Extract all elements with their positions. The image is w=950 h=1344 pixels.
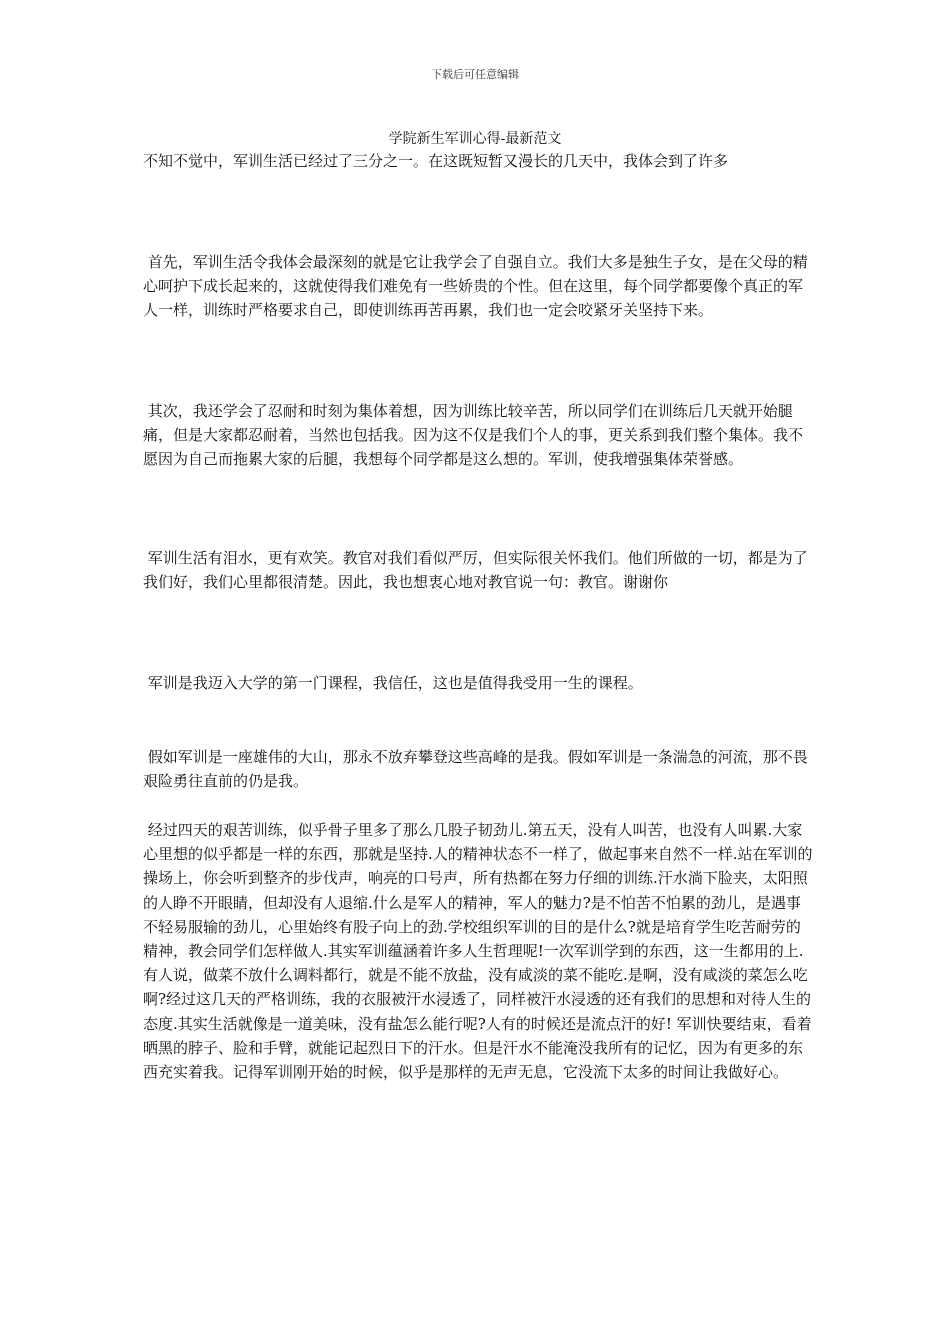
- paragraph-self-reliance: 首先，军训生活令我体会最深刻的就是它让我学会了自强自立。我们大多是独生子女，是在父母的精心呵护下成长起来的，这就使得我们难免有一些娇贵的个性。但在这里，每个同学都要像个真正的军人一样，训练时严格要求自己，即使训练再苦再累，我们也一定会咬紧牙关坚持下来。: [143, 253, 808, 320]
- paragraph-four-days: 经过四天的艰苦训练，似乎骨子里多了那么几股子韧劲儿.第五天，没有人叫苦，也没有人叫累.大家心里想的似乎都是一样的东西，那就是坚持.人的精神状态不一样了，做起事来自然不一样.站在军训的操场上，你会听到整齐的步伐声，响亮的口号声，所有热都在努力仔细的训练.汗水淌下脸夹，太阳照的人睁不开眼睛，但却没有人退缩.什么是军人的精神，军人的魅力?是不怕苦不怕累的劲儿，是遇事不轻易服输的劲儿，心里始终有股子向上的劲.学校组织军训的目的是什么?就是培育学生吃苦耐劳的精神，教会同学们怎样做人.其实军训蕴涵着许多人生哲理呢!一次军训学到的东西，这一生都用的上.有人说，做菜不放什么调料都行，就是不能不放盐，没有咸淡的菜不能吃.是啊，没有咸淡的菜怎么吃啊?经过这几天的严格训练，我的衣服被汗水浸透了，同样被汗水浸透的还有我们的思想和对待人生的态度.其实生活就像是一道美味，没有盐怎么能行呢?人有的时候还是流点汗的好! 军训快要结束，看着晒黑的脖子、脸和手臂，就能记起烈日下的汗水。但是汗水不能淹没我所有的记忆，因为有更多的东西充实着我。记得军训刚开始的时候，似乎是那样的无声无息，它没流下太多的时间让我做好心。: [143, 821, 813, 1082]
- paragraph-first-course: 军训是我迈入大学的第一门课程，我信任，这也是值得我受用一生的课程。: [143, 674, 643, 692]
- document-title: 学院新生军训心得-最新范文: [388, 131, 562, 147]
- paragraph-mountain-river: 假如军训是一座雄伟的大山，那永不放弃攀登这些高峰的是我。假如军训是一条湍急的河流，那不畏艰险勇往直前的仍是我。: [143, 748, 808, 791]
- header-note: 下载后可任意编辑: [431, 68, 519, 81]
- paragraph-intro: 不知不觉中，军训生活已经过了三分之一。在这既短暂又漫长的几天中，我体会到了许多: [143, 152, 729, 170]
- paragraph-teamwork: 其次，我还学会了忍耐和时刻为集体着想，因为训练比较辛苦，所以同学们在训练后几天就开始腿痛，但是大家都忍耐着，当然也包括我。因为这不仅是我们个人的事，更关系到我们整个集体。我不愿因为自己而拖累大家的后腿，我想每个同学都是这么想的。军训，使我增强集体荣誉感。: [143, 402, 804, 469]
- paragraph-instructors: 军训生活有泪水，更有欢笑。教官对我们看似严厉，但实际很关怀我们。他们所做的一切，都是为了我们好，我们心里都很清楚。因此，我也想衷心地对教官说一句：教官。谢谢你: [143, 549, 808, 592]
